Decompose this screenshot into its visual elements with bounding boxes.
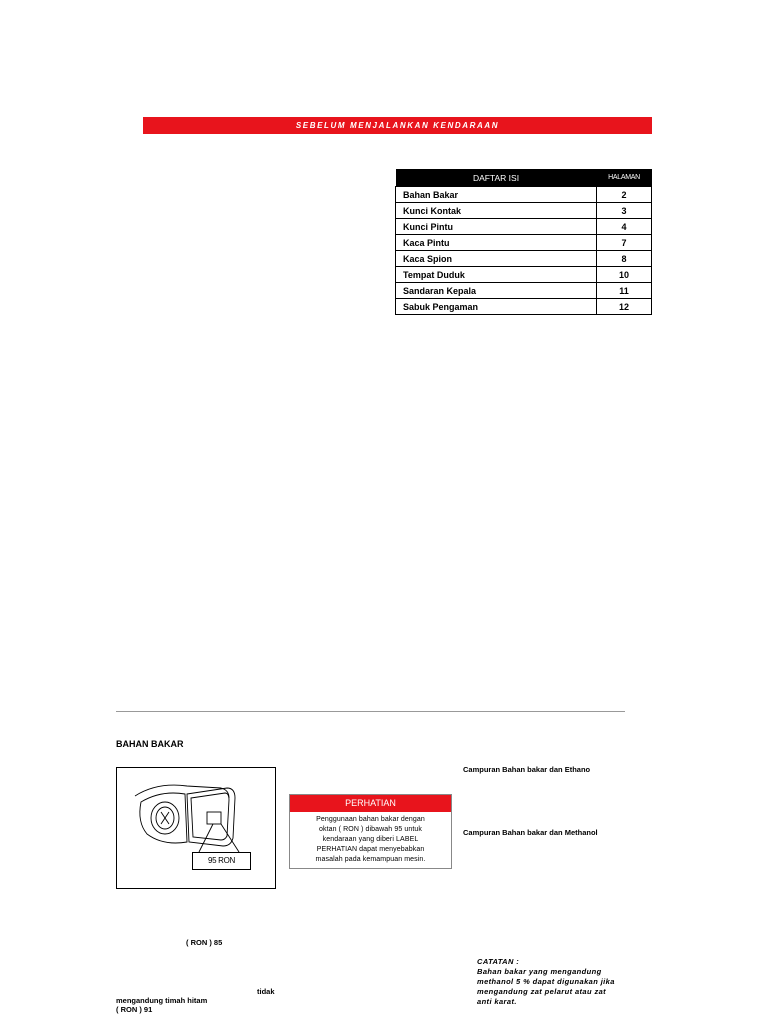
toc-row-label[interactable]: Sabuk Pengaman <box>396 299 597 315</box>
toc-row-label[interactable]: Kunci Kontak <box>396 203 597 219</box>
note-line: Bahan bakar yang mengandung <box>477 967 602 976</box>
table-of-contents <box>395 169 652 315</box>
toc-row[interactable] <box>396 219 652 235</box>
toc-row-label[interactable]: Kaca Pintu <box>396 235 597 251</box>
toc-row-label[interactable]: Bahan Bakar <box>396 187 597 203</box>
warning-line: oktan ( RON ) dibawah 95 untuk <box>319 826 422 833</box>
toc-row-page: 12 <box>597 299 652 315</box>
warning-line: PERHATIAN dapat menyebabkan <box>316 846 425 853</box>
note-title: CATATAN : <box>477 957 520 966</box>
section-title: BAHAN BAKAR <box>116 739 184 749</box>
ethanol-heading: Campuran Bahan bakar dan Ethano <box>463 765 591 774</box>
ron-label: 95 RON <box>192 852 251 870</box>
toc-row[interactable] <box>396 283 652 299</box>
note-box <box>477 957 637 1007</box>
toc-row[interactable] <box>396 235 652 251</box>
warning-line: masalah pada kemampuan mesin. <box>315 856 426 863</box>
toc-row[interactable] <box>396 251 652 267</box>
toc-header-page: HALAMAN <box>597 169 652 187</box>
warning-line: kendaraan yang diberi LABEL <box>322 836 419 843</box>
section-divider <box>116 711 625 712</box>
ron-91-text: ( RON ) 91 <box>116 1005 153 1014</box>
toc-row-page: 8 <box>597 251 652 267</box>
warning-title: PERHATIAN <box>290 795 451 812</box>
toc-header-row <box>396 169 652 187</box>
warning-text <box>290 812 451 865</box>
toc-header-title: DAFTAR ISI <box>396 169 597 187</box>
toc-row-label[interactable]: Kunci Pintu <box>396 219 597 235</box>
note-line: methanol 5 % dapat digunakan jika <box>477 977 615 986</box>
toc-row-label[interactable]: Sandaran Kepala <box>396 283 597 299</box>
toc-row-page: 2 <box>597 187 652 203</box>
fuel-filler-drawing <box>117 768 275 888</box>
warning-line: Penggunaan bahan bakar dengan <box>316 816 425 823</box>
tidak-text: tidak <box>257 987 275 996</box>
section-banner: SEBELUM MENJALANKAN KENDARAAN <box>143 117 652 134</box>
toc-row-label[interactable]: Kaca Spion <box>396 251 597 267</box>
toc-row-page: 4 <box>597 219 652 235</box>
note-line: anti karat. <box>477 997 517 1006</box>
toc-row-page: 7 <box>597 235 652 251</box>
toc-row[interactable] <box>396 187 652 203</box>
toc-row[interactable] <box>396 299 652 315</box>
toc-row-label[interactable]: Tempat Duduk <box>396 267 597 283</box>
toc-row[interactable] <box>396 267 652 283</box>
toc-row[interactable] <box>396 203 652 219</box>
fuel-door-illustration <box>116 767 276 889</box>
note-line: mengandung zat pelarut atau zat <box>477 987 607 996</box>
toc-row-page: 10 <box>597 267 652 283</box>
lead-text: mengandung timah hitam <box>116 996 208 1005</box>
warning-box <box>289 794 452 869</box>
toc-row-page: 11 <box>597 283 652 299</box>
methanol-heading: Campuran Bahan bakar dan Methanol <box>463 828 598 837</box>
ron-85-text: ( RON ) 85 <box>186 938 223 947</box>
toc-row-page: 3 <box>597 203 652 219</box>
